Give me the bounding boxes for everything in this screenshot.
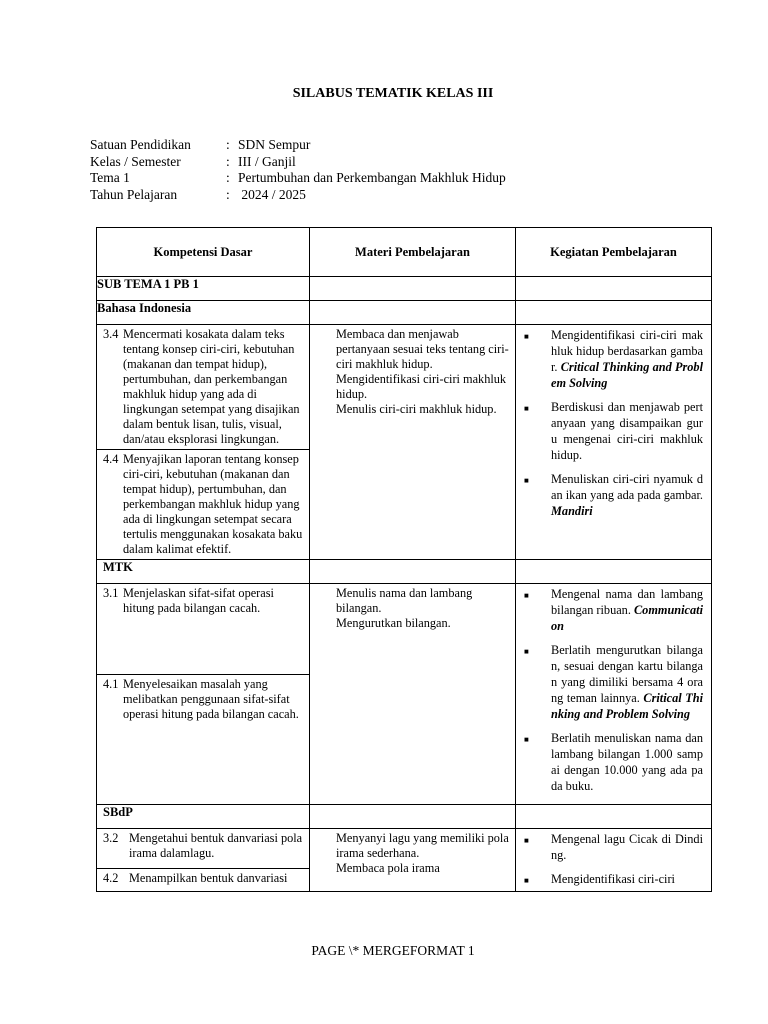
info-label: Satuan Pendidikan: [90, 137, 191, 152]
info-value: SDN Sempur: [238, 137, 311, 152]
kd-item: [97, 325, 309, 449]
materi-item: Membaca dan menjawab pertanyaan sesuai teks tentang ciri-ciri makhluk hidup.: [336, 327, 509, 371]
section-row-mtk: [97, 560, 712, 584]
kd-item: [97, 584, 309, 618]
table-row: [97, 829, 712, 869]
kegiatan-list: [516, 829, 711, 891]
info-label: Tahun Pelajaran: [90, 186, 178, 202]
bullet-icon: ■: [524, 476, 529, 485]
info-value: 2024 / 2025: [238, 186, 306, 202]
bullet-icon: ■: [524, 332, 529, 341]
document-info: [90, 137, 506, 203]
materi-item: Menulis ciri-ciri makhluk hidup.: [336, 402, 497, 416]
kd-item: [97, 675, 309, 724]
kd-cell: [97, 325, 310, 450]
kd-text: Menyajikan laporan tentang konsep ciri-ciri, kebutuhan (makanan dan tempat hidup), pertumbuhan, dan perkembangan makhluk hidup yang ada di lingkungan setempat secara tertulis menggunakan kosakata baku dalam kalimat efektif.: [123, 452, 303, 556]
kd-item: [97, 829, 309, 863]
kd-text: Menjelaskan sifat-sifat operasi hitung pada bilangan cacah.: [123, 586, 274, 615]
section-title-sbdp: SBdP: [97, 805, 310, 829]
kegiatan-item: ■ Berlatih mengurutkan bilangan, sesuai dengan kartu bilangan yang dimiliki bersama 4 orang teman lainnya. Critical Thinking and Problem Solving: [524, 643, 704, 721]
kd-text: Menyelesaikan masalah yang melibatkan penggunaan sifat-sifat operasi hitung pada bilangan cacah.: [123, 677, 299, 721]
info-row-tahun: [90, 187, 506, 204]
kegiatan-item: ■ Berdiskusi dan menjawab pertanyaan yang disampaikan guru mengenai ciri-ciri makhluk hidup.: [524, 400, 703, 462]
kd-cell: [97, 675, 310, 805]
kd-item: [97, 450, 309, 559]
info-row-tema: [90, 170, 506, 187]
bullet-icon: ■: [524, 836, 529, 845]
syllabus-table: [96, 227, 712, 892]
materi-item: Mengurutkan bilangan.: [336, 616, 451, 630]
kd-text: Mengetahui bentuk danvariasi pola irama dalamlagu.: [129, 831, 303, 860]
bullet-icon: ■: [524, 404, 529, 413]
info-colon: :: [226, 186, 230, 202]
kegiatan-cell: [516, 584, 712, 805]
kd-cell: [97, 869, 310, 892]
bullet-icon: ■: [524, 591, 529, 600]
bullet-icon: ■: [524, 647, 529, 656]
materi-item: Menyanyi lagu yang memiliki pola irama sederhana.: [336, 831, 509, 860]
kd-number: 3.2: [103, 831, 119, 845]
info-value: III / Ganjil: [238, 153, 296, 169]
kegiatan-item: ■ Mengenal lagu Cicak di Dinding.: [524, 832, 703, 862]
table-row: [97, 584, 712, 675]
kegiatan-item: ■ Menuliskan ciri-ciri nyamuk dan ikan yang ada pada gambar. Mandiri: [524, 472, 703, 518]
document-title: SILABUS TEMATIK KELAS III: [292, 86, 494, 101]
kd-cell: [97, 450, 310, 560]
kd-item: [97, 869, 309, 888]
info-label: Tema 1: [90, 170, 130, 185]
kd-number: 4.1: [103, 677, 119, 691]
materi-cell: [310, 584, 516, 805]
section-title-mtk: MTK: [97, 560, 310, 584]
kegiatan-item: ■ Berlatih menuliskan nama dan lambang bilangan 1.000 sampai dengan 10.000 yang ada pada buku.: [524, 731, 703, 793]
kegiatan-cell: [516, 829, 712, 892]
subtema-row: [97, 277, 712, 301]
header-materi: Materi Pembelajaran: [310, 228, 516, 277]
materi-cell: [310, 829, 516, 892]
page-footer: PAGE \* MERGEFORMAT 1: [311, 943, 475, 958]
kegiatan-item: ■ Mengidentifikasi ciri-ciri makhluk hidup berdasarkan gambar. Critical Thinking and Problem Solving: [524, 328, 703, 390]
info-colon: :: [226, 170, 230, 185]
header-kompetensi: Kompetensi Dasar: [97, 228, 310, 277]
section-row-bi: [97, 301, 712, 325]
kd-cell: [97, 829, 310, 869]
subtema-label: SUB TEMA 1 PB 1: [97, 277, 310, 301]
materi-item: Membaca pola irama: [336, 861, 440, 875]
kd-number: 3.1: [103, 586, 119, 600]
kd-text: Mencermati kosakata dalam teks tentang konsep ciri-ciri, kebutuhan (makanan dan tempat hidup), pertumbuhan, dan perkembangan makhluk hidup yang ada di lingkungan setempat yang disajikan dalam bentuk lisan, tulis, visual, dan/atau eksplorasi lingkungan.: [123, 327, 300, 446]
info-colon: :: [226, 137, 230, 152]
section-title-bi: Bahasa Indonesia: [97, 301, 310, 325]
kegiatan-list: [516, 584, 711, 804]
info-label: Kelas / Semester: [90, 153, 181, 169]
kd-number: 4.2: [103, 871, 119, 886]
kd-text: Menampilkan bentuk danvariasi: [129, 871, 288, 886]
section-row-sbdp: [97, 805, 712, 829]
kd-number: 3.4: [103, 327, 119, 341]
materi-item: Menulis nama dan lambang bilangan.: [336, 586, 473, 615]
header-kegiatan: Kegiatan Pembelajaran: [516, 228, 712, 277]
kd-number: 4.4: [103, 452, 119, 466]
kegiatan-item: ■ Mengidentifikasi ciri-ciri: [524, 871, 703, 889]
info-value: Pertumbuhan dan Perkembangan Makhluk Hidup: [238, 170, 506, 185]
info-row-satuan: [90, 137, 506, 154]
table-header-row: [97, 228, 712, 277]
table-row: [97, 325, 712, 450]
info-colon: :: [226, 153, 230, 169]
kegiatan-list: [516, 325, 711, 529]
bullet-icon: ■: [524, 735, 529, 744]
materi-item: Mengidentifikasi ciri-ciri makhluk hidup.: [336, 372, 507, 401]
materi-cell: [310, 325, 516, 560]
kegiatan-item: ■ Mengenal nama dan lambang bilangan ribuan. Communication: [524, 587, 703, 633]
info-row-kelas: [90, 154, 506, 171]
bullet-icon: ■: [524, 876, 529, 885]
kegiatan-cell: [516, 325, 712, 560]
kd-cell: [97, 584, 310, 675]
